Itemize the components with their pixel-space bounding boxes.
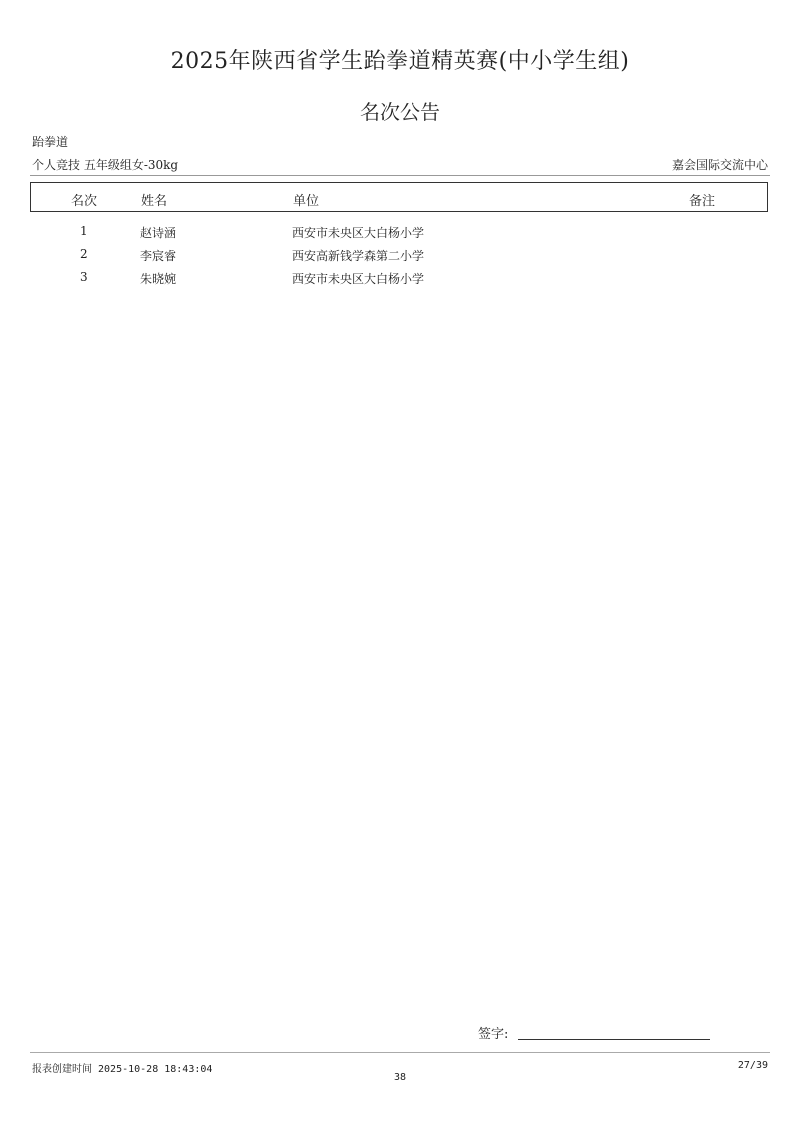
- header-rank: 名次: [71, 194, 98, 209]
- signature-label: 签字:: [478, 1027, 509, 1042]
- name-cell: 赵诗涵: [140, 226, 177, 240]
- header-unit: 单位: [293, 194, 320, 209]
- unit-cell: 西安市未央区大白杨小学: [292, 272, 425, 286]
- header-name: 姓名: [141, 194, 168, 209]
- created-timestamp: 报表创建时间 2025-10-28 18:43:04: [32, 1064, 213, 1075]
- page-count: 27/39: [737, 1060, 768, 1071]
- venue-label: 嘉会国际交流中心: [671, 158, 768, 172]
- table-row: [30, 224, 768, 248]
- header-note: 备注: [689, 194, 716, 209]
- table-row: [30, 247, 768, 271]
- rank-cell: 3: [80, 270, 88, 284]
- document-title: 2025年陕西省学生跆拳道精英赛(中小学生组): [170, 49, 630, 74]
- page-number: 38: [393, 1072, 407, 1083]
- table-row: [30, 270, 768, 294]
- rank-cell: 1: [80, 224, 88, 238]
- sport-label: 跆拳道: [32, 135, 69, 149]
- name-cell: 李宸睿: [140, 249, 177, 263]
- unit-cell: 西安高新钱学森第二小学: [292, 249, 425, 263]
- document-subtitle: 名次公告: [360, 100, 440, 124]
- rank-cell: 2: [80, 247, 88, 261]
- name-cell: 朱晓婉: [140, 272, 177, 286]
- top-divider: [30, 175, 770, 176]
- signature-line: [518, 1039, 710, 1040]
- event-label: 个人竞技 五年级组女-30kg: [32, 158, 179, 172]
- footer-divider: [30, 1052, 770, 1053]
- table-header: [30, 182, 768, 212]
- unit-cell: 西安市未央区大白杨小学: [292, 226, 425, 240]
